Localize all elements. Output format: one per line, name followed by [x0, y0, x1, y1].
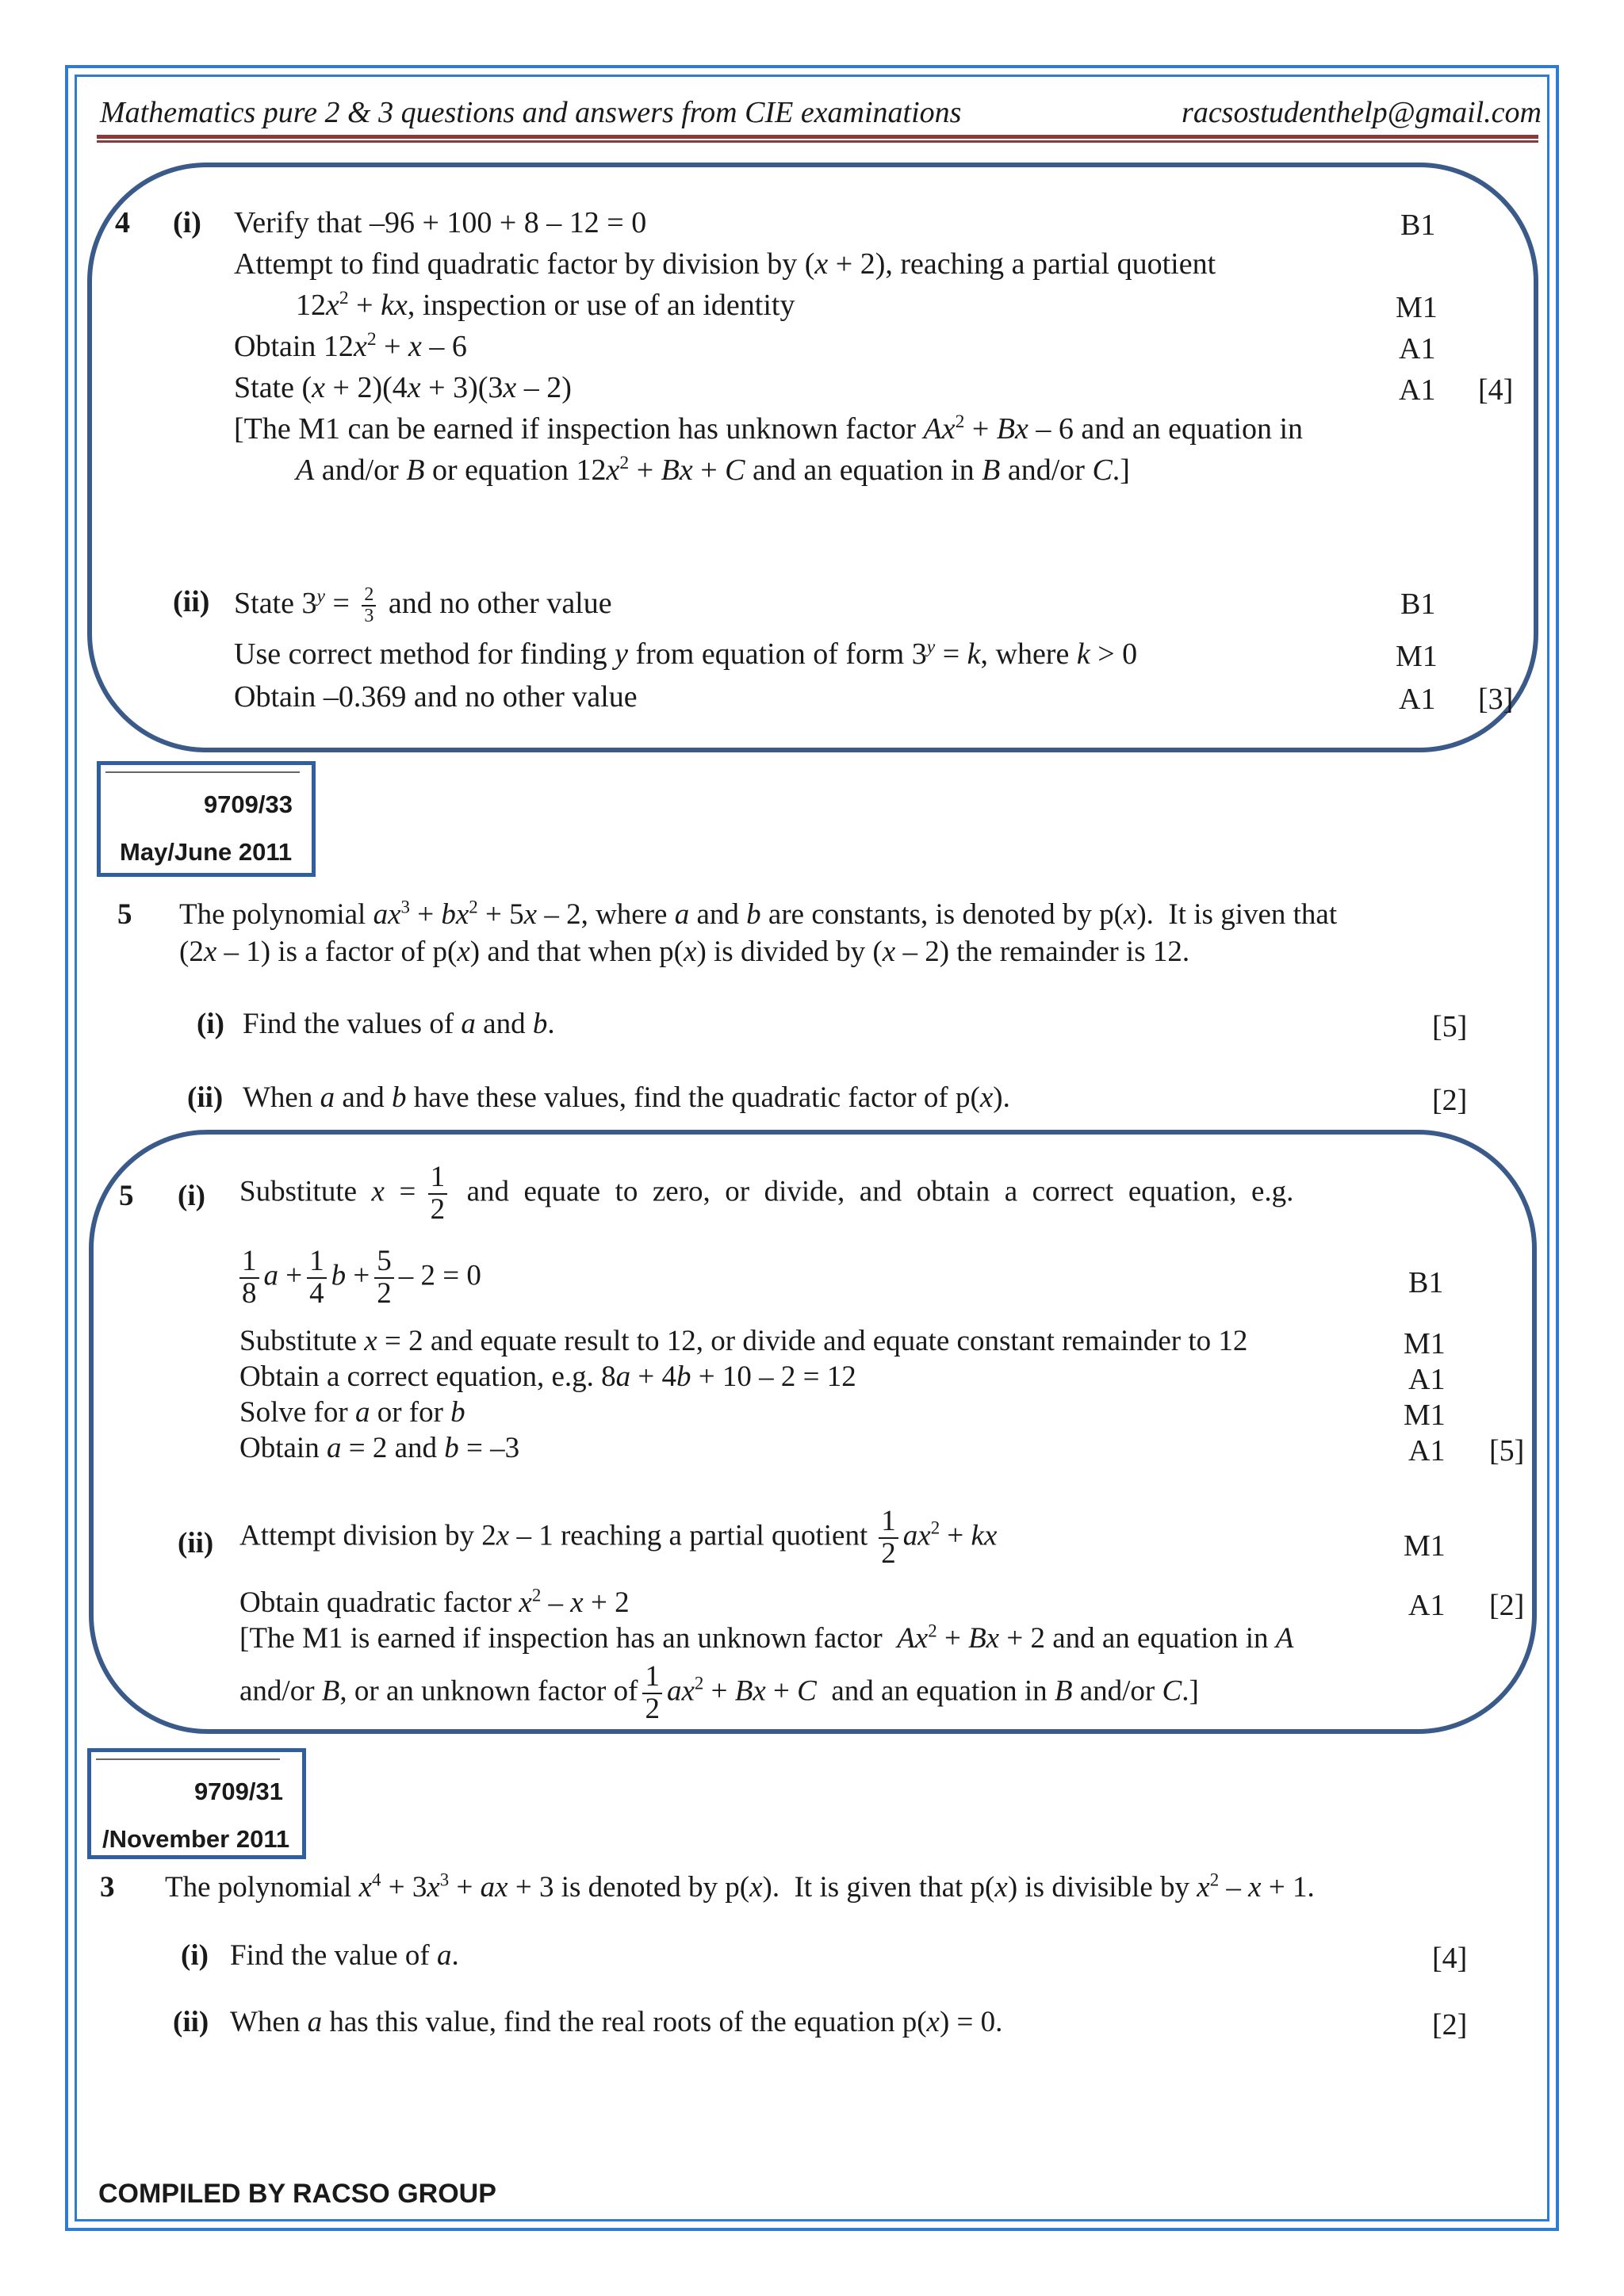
q3-part-ii-label: (ii): [173, 2006, 209, 2038]
q3-part-i-label: (i): [181, 1939, 209, 1972]
q5a-i-line-3: Substitute x = 2 and equate result to 12, or divide and equate constant remainder to 12: [239, 1325, 1248, 1357]
header-title: Mathematics pure 2 & 3 questions and answers from CIE examinations: [100, 96, 962, 129]
paper-code: 9709/33: [203, 790, 293, 818]
q4-i-line-3: $12x^2$ + kx, inspection or use of an identity: [296, 287, 795, 322]
q5a-number: 5: [119, 1180, 134, 1212]
q5-part-i-label: (i): [197, 1008, 224, 1040]
q5a-i-mark-3: M1: [1404, 1327, 1446, 1360]
q5-stem-line-2: (2x – 1) is a factor of p(x) and that when p(x) is divided by (x – 2) the remainder is 12.: [179, 936, 1190, 968]
q3-part-ii-marks: [2]: [1432, 2008, 1468, 2042]
q4-ii-line-3: Obtain –0.369 and no other value: [234, 680, 638, 714]
q4-i-line-6: [The M1 can be earned if inspection has unknown factor $Ax^2 + Bx - 6$ and an equation in: [234, 411, 1303, 446]
q5a-part-ii-label: (ii): [178, 1527, 214, 1559]
q5-stem-line-1: The polynomial $ax^3 + bx^2 + 5x - 2$, where a and b are constants, is denoted by p(x). It is given that: [179, 897, 1338, 931]
q3-stem: The polynomial $x^4 + 3x^3$ + ax + 3 is denoted by p(x). It is given that p(x) is divisible by $x^2 - x + 1$.: [165, 1869, 1315, 1904]
q5a-i-line-1: Substitute x = $\frac{1}{2}$ and equate to zero, or divide, and obtain a correct equation, e.g.: [239, 1161, 1294, 1226]
q5-part-ii-marks: [2]: [1432, 1084, 1468, 1117]
q5a-ii-line-1: Attempt division by 2x – 1 reaching a partial quotient $\frac{1}{2}$ $ax^2$ + kx: [239, 1505, 998, 1570]
header-rule: [97, 135, 1538, 139]
q4-ii-mark-2: M1: [1396, 640, 1438, 673]
q4-i-line-5: State (x + 2)(4x + 3)(3x – 2): [234, 371, 572, 404]
q4-i-mark-4: A1: [1399, 332, 1436, 365]
q3-part-i-text: Find the value of a.: [230, 1939, 459, 1972]
paper-session: /November 2011: [102, 1825, 290, 1853]
q4-i-mark-1: B1: [1400, 209, 1436, 242]
q5a-ii-total: [2]: [1489, 1589, 1525, 1622]
ref-box-rule: [96, 1758, 280, 1760]
q5a-ii-mark-1: M1: [1404, 1529, 1446, 1563]
q5a-part-i-label: (i): [178, 1180, 205, 1212]
paper-reference-box-2: [87, 1748, 306, 1859]
q5-number: 5: [117, 898, 132, 931]
q4-i-line-1: Verify that –96 + 100 + 8 – 12 = 0: [234, 206, 647, 239]
q5a-i-mark-2: B1: [1408, 1266, 1444, 1299]
paper-code: 9709/31: [193, 1777, 283, 1805]
q4-i-line-4: Obtain $12x^2 + x - 6$: [234, 328, 467, 363]
q5-part-ii-label: (ii): [187, 1081, 224, 1114]
q4-i-mark-5: A1: [1399, 373, 1436, 407]
q5a-i-line-5: Solve for a or for b: [239, 1396, 465, 1429]
paper-session: May/June 2011: [120, 838, 293, 866]
header-rule-thin: [97, 140, 1538, 143]
q4-i-total: [4]: [1478, 373, 1514, 407]
q5a-ii-mark-2: A1: [1408, 1589, 1446, 1622]
q4-i-line-2: Attempt to find quadratic factor by division by (x + 2), reaching a partial quotient: [234, 247, 1216, 281]
ref-box-rule: [105, 771, 300, 773]
q5a-i-total: [5]: [1489, 1434, 1525, 1468]
q4-part-ii-label: (ii): [173, 585, 210, 618]
q5a-i-mark-4: A1: [1408, 1363, 1446, 1396]
q3-part-ii-text: When a has this value, find the real roots of the equation p(x) = 0.: [230, 2006, 1003, 2038]
q4-ii-mark-1: B1: [1400, 587, 1436, 621]
q3-part-i-marks: [4]: [1432, 1942, 1468, 1975]
q4-i-mark-3: M1: [1396, 291, 1438, 324]
q4-ii-total: [3]: [1478, 683, 1514, 716]
q5a-i-line-6: Obtain a = 2 and b = –3: [239, 1432, 520, 1464]
q4-ii-line-1: State $3^y$ = $\frac{2}{3}$ and no other value: [234, 584, 612, 627]
q4-ii-mark-3: A1: [1399, 683, 1436, 716]
q5a-i-mark-5: M1: [1404, 1399, 1446, 1432]
q4-part-i-label: (i): [173, 206, 201, 239]
q5a-ii-line-4: and/or B, or an unknown factor of $\frac{1}{2}$ $ax^2 + Bx + C$ and an equation in B and/or C.]: [239, 1660, 1199, 1725]
paper-reference-box-1: [97, 761, 316, 877]
q4-i-line-7: A and/or B or equation $12x^2 + Bx + C$ and an equation in B and/or C.]: [296, 452, 1130, 487]
q4-ii-line-2: Use correct method for finding y from equation of form $3^y = k$, where k > 0: [234, 636, 1138, 671]
q5a-ii-line-3: [The M1 is earned if inspection has an unknown factor $Ax^2 + Bx + 2$ and an equation in A: [239, 1621, 1294, 1655]
q5-part-i-marks: [5]: [1432, 1010, 1468, 1043]
q5a-i-line-2: $\frac{1}{8}$ a + $\frac{1}{4}$ b + $\frac{5}{2}$ – 2 = 0: [239, 1246, 481, 1310]
q5a-i-mark-6: A1: [1408, 1434, 1446, 1468]
q5a-i-line-4: Obtain a correct equation, e.g. 8a + 4b + 10 – 2 = 12: [239, 1360, 856, 1393]
q5a-ii-line-2: Obtain quadratic factor $x^2 - x + 2$: [239, 1585, 630, 1619]
q5-part-ii-text: When a and b have these values, find the quadratic factor of p(x).: [243, 1081, 1010, 1114]
q4-number: 4: [115, 206, 130, 239]
header-email: racsostudenthelp@gmail.com: [1182, 96, 1542, 129]
footer-credit: COMPILED BY RACSO GROUP: [98, 2179, 496, 2209]
q5-part-i-text: Find the values of a and b.: [243, 1008, 555, 1040]
q3-number: 3: [100, 1871, 115, 1904]
